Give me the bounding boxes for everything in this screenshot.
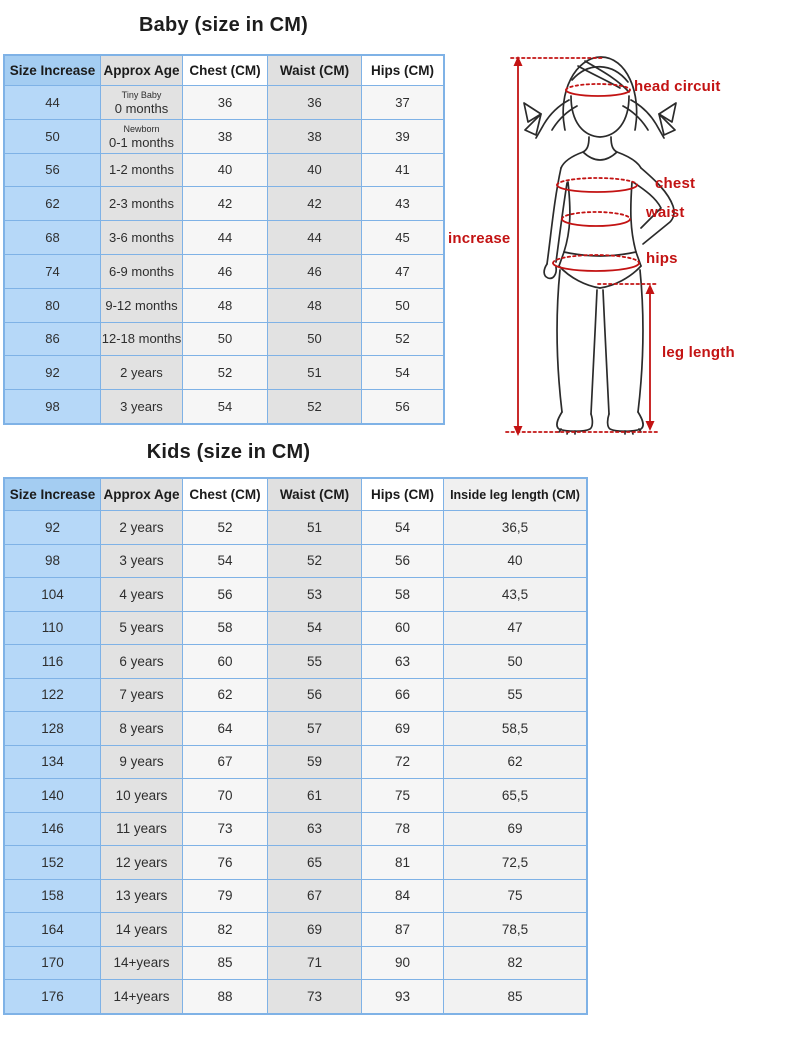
table-cell: 36	[268, 86, 362, 120]
table-cell: 52	[183, 356, 268, 390]
table-cell: 37	[362, 86, 445, 120]
table-cell: 122	[4, 678, 101, 712]
table-cell: 90	[362, 946, 444, 980]
table-row	[4, 86, 444, 120]
table-cell: 152	[4, 846, 101, 880]
table-row	[4, 779, 587, 813]
table-cell: 56	[183, 578, 268, 612]
table-cell: 47	[444, 611, 588, 645]
table-cell: 56	[4, 153, 101, 187]
table-row	[4, 745, 587, 779]
table-cell: 36	[183, 86, 268, 120]
table-cell: 62	[444, 745, 588, 779]
table-cell: 76	[183, 846, 268, 880]
table-row	[4, 187, 444, 221]
table-cell: 6-9 months	[101, 254, 183, 288]
table-cell: 6 years	[101, 645, 183, 679]
table-cell: 55	[268, 645, 362, 679]
table-cell: 42	[268, 187, 362, 221]
table-cell: 43	[362, 187, 445, 221]
table-cell: 44	[268, 221, 362, 255]
kids-size-table	[3, 477, 588, 1015]
table-cell: 40	[268, 153, 362, 187]
table-row	[4, 119, 444, 153]
table-cell: 170	[4, 946, 101, 980]
table-cell: 44	[183, 221, 268, 255]
table-cell: 48	[268, 288, 362, 322]
table-row	[4, 879, 587, 913]
age-value: 0-1 months	[108, 134, 175, 150]
column-header: Approx Age	[101, 478, 183, 511]
table-cell: 85	[183, 946, 268, 980]
table-cell: 86	[4, 322, 101, 356]
table-cell: 8 years	[101, 712, 183, 746]
table-cell: 176	[4, 980, 101, 1014]
table-cell: 54	[183, 390, 268, 424]
column-header: Waist (CM)	[268, 55, 362, 86]
table-cell: 88	[183, 980, 268, 1014]
table-cell: 110	[4, 611, 101, 645]
table-cell: 53	[268, 578, 362, 612]
table-cell: 75	[362, 779, 444, 813]
table-cell: 54	[268, 611, 362, 645]
column-header: Approx Age	[101, 55, 183, 86]
table-cell: 56	[362, 544, 444, 578]
table-cell: 13 years	[101, 879, 183, 913]
table-cell: 146	[4, 812, 101, 846]
table-cell: 52	[362, 322, 445, 356]
table-cell: 2-3 months	[101, 187, 183, 221]
header-row	[4, 478, 587, 511]
head-circuit-label: head circuit	[634, 78, 721, 95]
table-cell: 69	[444, 812, 588, 846]
table-cell: 50	[444, 645, 588, 679]
table-cell: 73	[268, 980, 362, 1014]
table-cell: 66	[362, 678, 444, 712]
table-row	[4, 611, 587, 645]
table-cell: 71	[268, 946, 362, 980]
table-row	[4, 322, 444, 356]
table-cell: 42	[183, 187, 268, 221]
table-cell: 57	[268, 712, 362, 746]
table-cell: 9-12 months	[101, 288, 183, 322]
table-cell: 40	[183, 153, 268, 187]
table-cell: 58	[362, 578, 444, 612]
table-cell: 52	[268, 390, 362, 424]
table-row	[4, 221, 444, 255]
age-value: 0 months	[114, 100, 169, 116]
table-cell: 50	[268, 322, 362, 356]
table-cell: 72	[362, 745, 444, 779]
table-cell: 84	[362, 879, 444, 913]
column-header: Size Increase	[4, 478, 101, 511]
table-cell: 65,5	[444, 779, 588, 813]
table-cell: 56	[268, 678, 362, 712]
table-row	[4, 254, 444, 288]
table-cell: 80	[4, 288, 101, 322]
table-cell: 81	[362, 846, 444, 880]
table-cell: 45	[362, 221, 445, 255]
column-header: Waist (CM)	[268, 478, 362, 511]
column-header: Hips (CM)	[362, 55, 445, 86]
table-cell: 61	[268, 779, 362, 813]
table-cell: 10 years	[101, 779, 183, 813]
table-cell: 58	[183, 611, 268, 645]
table-cell: 82	[444, 946, 588, 980]
table-cell: 69	[362, 712, 444, 746]
table-cell: 98	[4, 390, 101, 424]
table-cell: 47	[362, 254, 445, 288]
column-header: Chest (CM)	[183, 478, 268, 511]
table-cell: 12-18 months	[101, 322, 183, 356]
table-cell: 14+years	[101, 980, 183, 1014]
table-cell: 93	[362, 980, 444, 1014]
table-cell: 75	[444, 879, 588, 913]
table-cell: 5 years	[101, 611, 183, 645]
table-cell: 128	[4, 712, 101, 746]
table-row	[4, 812, 587, 846]
table-cell: 104	[4, 578, 101, 612]
table-row	[4, 645, 587, 679]
increase-label: increase	[448, 230, 511, 247]
table-cell: 38	[183, 119, 268, 153]
table-cell	[101, 119, 183, 153]
column-header: Size Increase	[4, 55, 101, 86]
kids-table-title: Kids (size in CM)	[146, 441, 311, 463]
table-row	[4, 913, 587, 947]
table-cell: 2 years	[101, 356, 183, 390]
table-cell: 46	[183, 254, 268, 288]
girl-outline-drawing	[524, 57, 676, 434]
table-cell: 3-6 months	[101, 221, 183, 255]
table-cell: 14+years	[101, 946, 183, 980]
table-cell: 51	[268, 511, 362, 545]
table-cell	[101, 86, 183, 120]
table-cell: 56	[362, 390, 445, 424]
table-row	[4, 544, 587, 578]
table-cell: 116	[4, 645, 101, 679]
column-header: Hips (CM)	[362, 478, 444, 511]
baby-table-title: Baby (size in CM)	[139, 14, 308, 36]
table-cell: 52	[268, 544, 362, 578]
column-header: Chest (CM)	[183, 55, 268, 86]
table-cell: 4 years	[101, 578, 183, 612]
table-cell: 52	[183, 511, 268, 545]
table-cell: 48	[183, 288, 268, 322]
waist-label: waist	[646, 204, 685, 221]
table-cell: 44	[4, 86, 101, 120]
table-cell: 36,5	[444, 511, 588, 545]
table-cell: 3 years	[101, 544, 183, 578]
table-cell: 7 years	[101, 678, 183, 712]
leg-length-label: leg length	[662, 344, 735, 361]
table-row	[4, 946, 587, 980]
table-cell: 1-2 months	[101, 153, 183, 187]
table-cell: 158	[4, 879, 101, 913]
table-cell: 59	[268, 745, 362, 779]
table-cell: 2 years	[101, 511, 183, 545]
table-row	[4, 678, 587, 712]
table-cell: 63	[362, 645, 444, 679]
table-cell: 63	[268, 812, 362, 846]
table-cell: 54	[362, 511, 444, 545]
table-cell: 50	[4, 119, 101, 153]
table-row	[4, 288, 444, 322]
table-cell: 39	[362, 119, 445, 153]
age-note: Tiny Baby	[121, 89, 162, 100]
table-cell: 87	[362, 913, 444, 947]
header-row	[4, 55, 444, 86]
table-cell: 9 years	[101, 745, 183, 779]
table-cell: 67	[268, 879, 362, 913]
table-cell: 3 years	[101, 390, 183, 424]
table-cell: 60	[362, 611, 444, 645]
table-cell: 78	[362, 812, 444, 846]
table-row	[4, 356, 444, 390]
table-cell: 58,5	[444, 712, 588, 746]
table-cell: 134	[4, 745, 101, 779]
table-row	[4, 846, 587, 880]
table-cell: 70	[183, 779, 268, 813]
table-cell: 164	[4, 913, 101, 947]
table-row	[4, 511, 587, 545]
table-cell: 85	[444, 980, 588, 1014]
table-row	[4, 578, 587, 612]
table-cell: 69	[268, 913, 362, 947]
table-cell: 73	[183, 812, 268, 846]
table-row	[4, 390, 444, 424]
column-header: Inside leg length (CM)	[444, 478, 588, 511]
table-cell: 12 years	[101, 846, 183, 880]
table-cell: 92	[4, 356, 101, 390]
table-cell: 38	[268, 119, 362, 153]
table-cell: 72,5	[444, 846, 588, 880]
table-cell: 82	[183, 913, 268, 947]
table-cell: 55	[444, 678, 588, 712]
table-cell: 46	[268, 254, 362, 288]
table-cell: 78,5	[444, 913, 588, 947]
table-cell: 64	[183, 712, 268, 746]
table-cell: 68	[4, 221, 101, 255]
hips-label: hips	[646, 250, 678, 267]
table-cell: 14 years	[101, 913, 183, 947]
table-cell: 140	[4, 779, 101, 813]
baby-size-table	[3, 54, 445, 425]
child-measurement-illustration	[440, 40, 794, 445]
table-row	[4, 712, 587, 746]
table-cell: 50	[362, 288, 445, 322]
table-cell: 54	[183, 544, 268, 578]
table-cell: 41	[362, 153, 445, 187]
table-cell: 11 years	[101, 812, 183, 846]
table-cell: 54	[362, 356, 445, 390]
table-row	[4, 153, 444, 187]
table-cell: 74	[4, 254, 101, 288]
table-cell: 92	[4, 511, 101, 545]
age-note: Newborn	[123, 123, 160, 134]
table-cell: 51	[268, 356, 362, 390]
table-cell: 65	[268, 846, 362, 880]
table-cell: 62	[183, 678, 268, 712]
table-cell: 43,5	[444, 578, 588, 612]
table-cell: 50	[183, 322, 268, 356]
table-row	[4, 980, 587, 1014]
table-cell: 79	[183, 879, 268, 913]
table-cell: 67	[183, 745, 268, 779]
table-cell: 62	[4, 187, 101, 221]
chest-label: chest	[655, 175, 696, 192]
table-cell: 60	[183, 645, 268, 679]
table-cell: 40	[444, 544, 588, 578]
table-cell: 98	[4, 544, 101, 578]
